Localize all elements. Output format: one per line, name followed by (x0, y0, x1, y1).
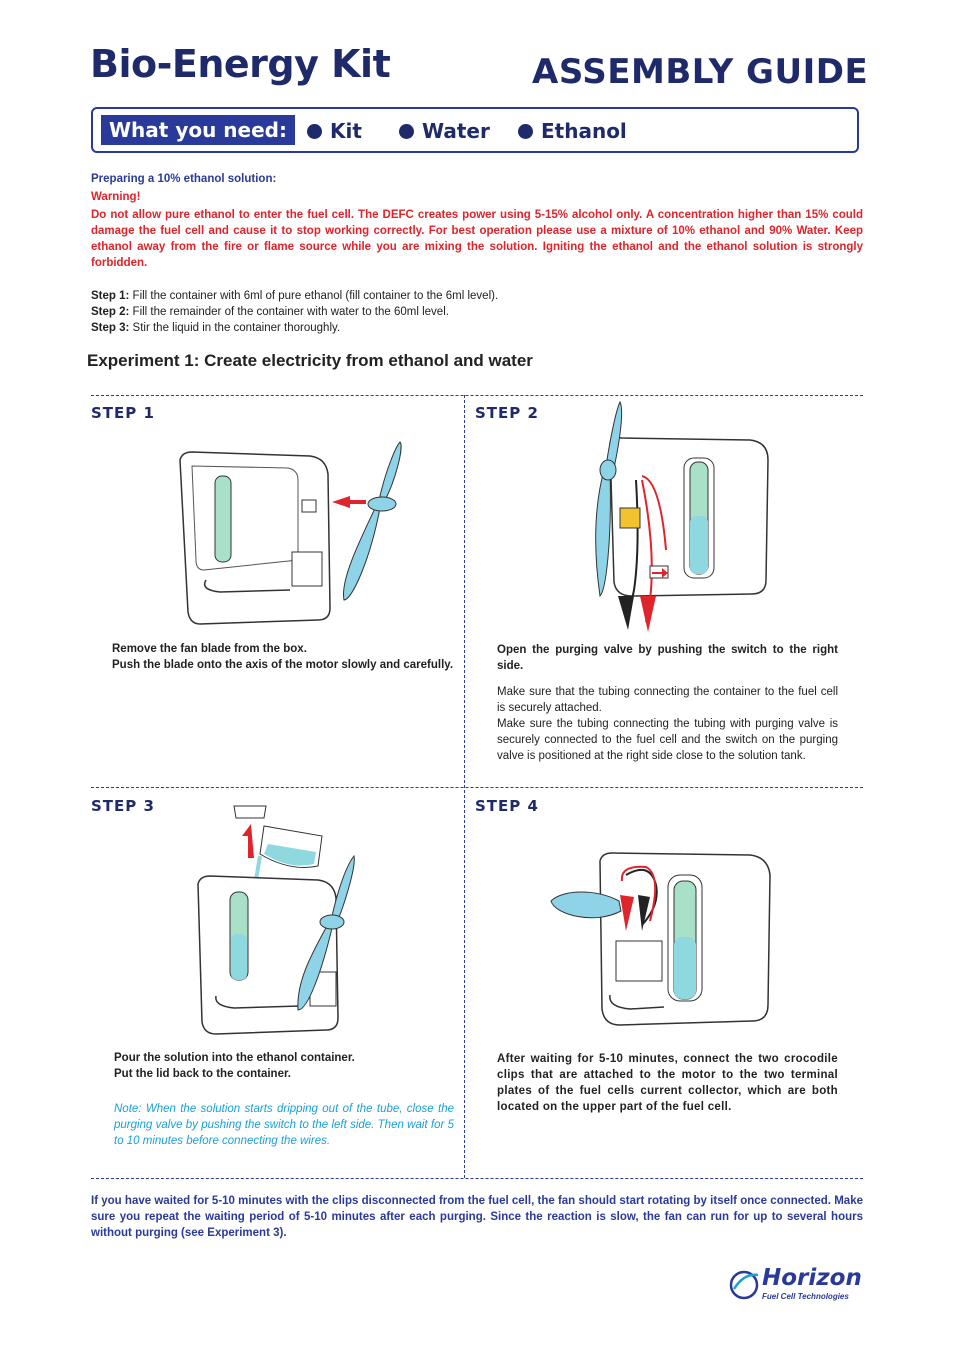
fan-blade-icon (330, 440, 410, 610)
fan-blade-icon (586, 400, 636, 600)
step2-caption-bold: Open the purging valve by pushing the switch to the right side. (497, 644, 838, 672)
experiment-title: Experiment 1: Create electricity from ethanol and water (87, 351, 533, 370)
fan-blade-icon (288, 850, 358, 1020)
prep-step: Step 3: Stir the liquid in the container thoroughly. (91, 322, 341, 334)
logo-name: Horizon (762, 1265, 862, 1291)
prep-steps (91, 288, 498, 336)
need-item-water: Water (399, 119, 490, 143)
prep-title: Preparing a 10% ethanol solution: (91, 173, 277, 185)
prep-step: Step 1: Fill the container with 6ml of pure ethanol (fill container to the 6ml level). (91, 290, 499, 302)
divider (91, 1178, 863, 1179)
horizon-logo-icon (728, 1267, 762, 1301)
what-you-need-label: What you need: (101, 115, 295, 145)
step4-label: STEP 4 (475, 797, 539, 815)
step3-caption-line2: Put the lid back to the container. (114, 1068, 291, 1080)
warning-text: Do not allow pure ethanol to enter the fuel cell. The DEFC creates power using 5-15% alcohol only. A concentration higher than 15% could damage the fuel cell and cause it to stop working correctly. For best operation please use a mixture of 10% ethanol and 90% Water. Keep ethanol away from the fire or flame source while you are mixing the solution. Igniting the ethanol and the ethanol solution is strongly forbidden. (91, 209, 863, 269)
logo-sub: Fuel Cell Technologies (762, 1292, 849, 1301)
divider (464, 395, 465, 1178)
step3-note: Note: When the solution starts dripping out of the tube, close the purging valve by pushing the switch to the left side. Then wait for 5 to 10 minutes before connecting the wires. (114, 1103, 454, 1147)
bullet-icon (518, 124, 533, 139)
step2-caption-p2: Make sure the tubing connecting the tubing with purging valve is securely connected to the fuel cell and the switch on the purging valve is positioned at the right side close to the solution tank. (497, 718, 838, 762)
bullet-icon (399, 124, 414, 139)
step3-label: STEP 3 (91, 797, 155, 815)
prep-step: Step 2: Fill the remainder of the container with water to the 60ml level. (91, 306, 449, 318)
arrow-icon (242, 824, 254, 858)
step3-caption-line1: Pour the solution into the ethanol container. (114, 1052, 355, 1064)
horizon-logo (728, 1265, 864, 1305)
step4-caption: After waiting for 5-10 minutes, connect the two crocodile clips that are attached to the motor to the two terminal plates of the fuel cells current collector, which are both located on the upper part of the fuel cell. (497, 1053, 838, 1113)
fan-blade-icon (545, 885, 625, 945)
need-item-kit: Kit (307, 119, 362, 143)
need-item-ethanol: Ethanol (518, 119, 627, 143)
bullet-icon (307, 124, 322, 139)
step1-caption-line1: Remove the fan blade from the box. (112, 643, 307, 655)
divider (91, 787, 863, 788)
final-note: If you have waited for 5-10 minutes with the clips disconnected from the fuel cell, the fan should start rotating by itself once connected. Make sure you repeat the waiting period of 5-10 minutes after each purging. Since the reaction is slow, the fan can run for up to several hours without purging (see Experiment 3). (91, 1195, 863, 1239)
what-you-need-box (91, 107, 859, 153)
kit-title: Bio-Energy Kit (90, 42, 391, 86)
step1-caption-line2: Push the blade onto the axis of the motor slowly and carefully. (112, 659, 454, 671)
step2-caption-p1: Make sure that the tubing connecting the container to the fuel cell is securely attached. (497, 686, 838, 714)
step2-label: STEP 2 (475, 404, 539, 422)
step1-label: STEP 1 (91, 404, 155, 422)
warning-title: Warning! (91, 191, 141, 203)
divider (91, 395, 863, 396)
guide-title: ASSEMBLY GUIDE (532, 52, 869, 92)
